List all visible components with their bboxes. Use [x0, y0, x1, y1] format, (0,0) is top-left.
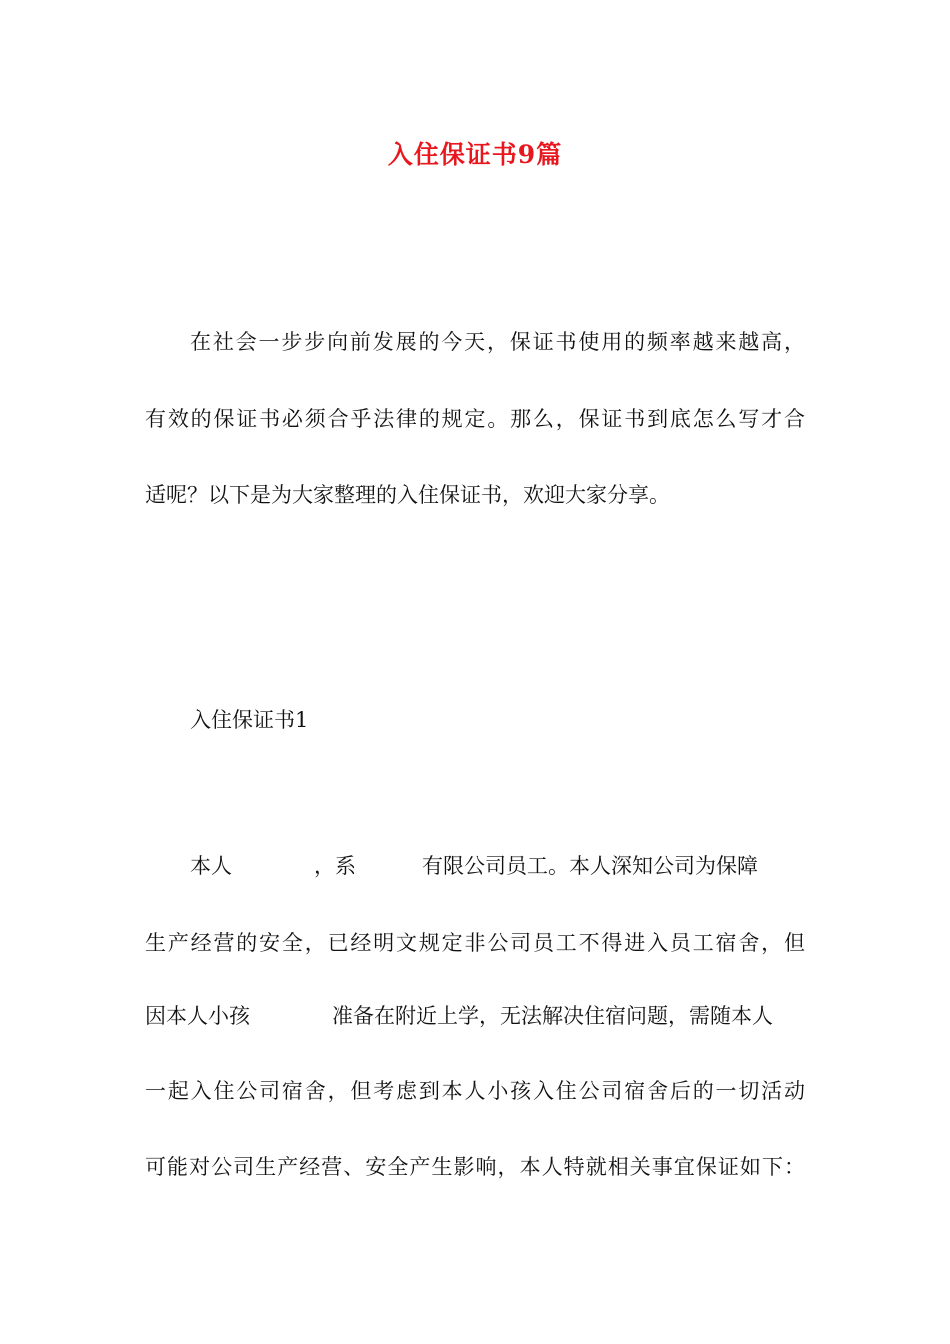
text-segment: 本人	[190, 854, 232, 878]
text-segment: 有限公司员工。本人深知公司为保障	[422, 854, 758, 878]
section1-line-1	[190, 850, 805, 880]
section1-line-4: 一起入住公司宿舍，但考虑到本人小孩入住公司宿舍后的一切活动	[145, 1079, 805, 1103]
section1-line-2: 生产经营的安全，已经明文规定非公司员工不得进入员工宿舍，但	[145, 931, 805, 955]
document-title: 入住保证书9篇	[387, 140, 563, 169]
text-segment: 准备在附近上学，无法解决住宿问题，需随本人	[332, 1004, 773, 1028]
intro-line-3: 适呢？以下是为大家整理的入住保证书，欢迎大家分享。	[145, 483, 670, 507]
text-segment: 因本人小孩	[145, 1004, 250, 1028]
section1-line-5: 可能对公司生产经营、安全产生影响，本人特就相关事宜保证如下：	[145, 1155, 805, 1179]
text-segment: ，系	[314, 854, 356, 878]
intro-line-1: 在社会一步步向前发展的今天，保证书使用的频率越来越高，	[190, 330, 805, 354]
intro-line-2: 有效的保证书必须合乎法律的规定。那么，保证书到底怎么写才合	[145, 407, 805, 431]
section1-line-3	[145, 1000, 805, 1030]
section-heading: 入住保证书1	[190, 708, 309, 732]
